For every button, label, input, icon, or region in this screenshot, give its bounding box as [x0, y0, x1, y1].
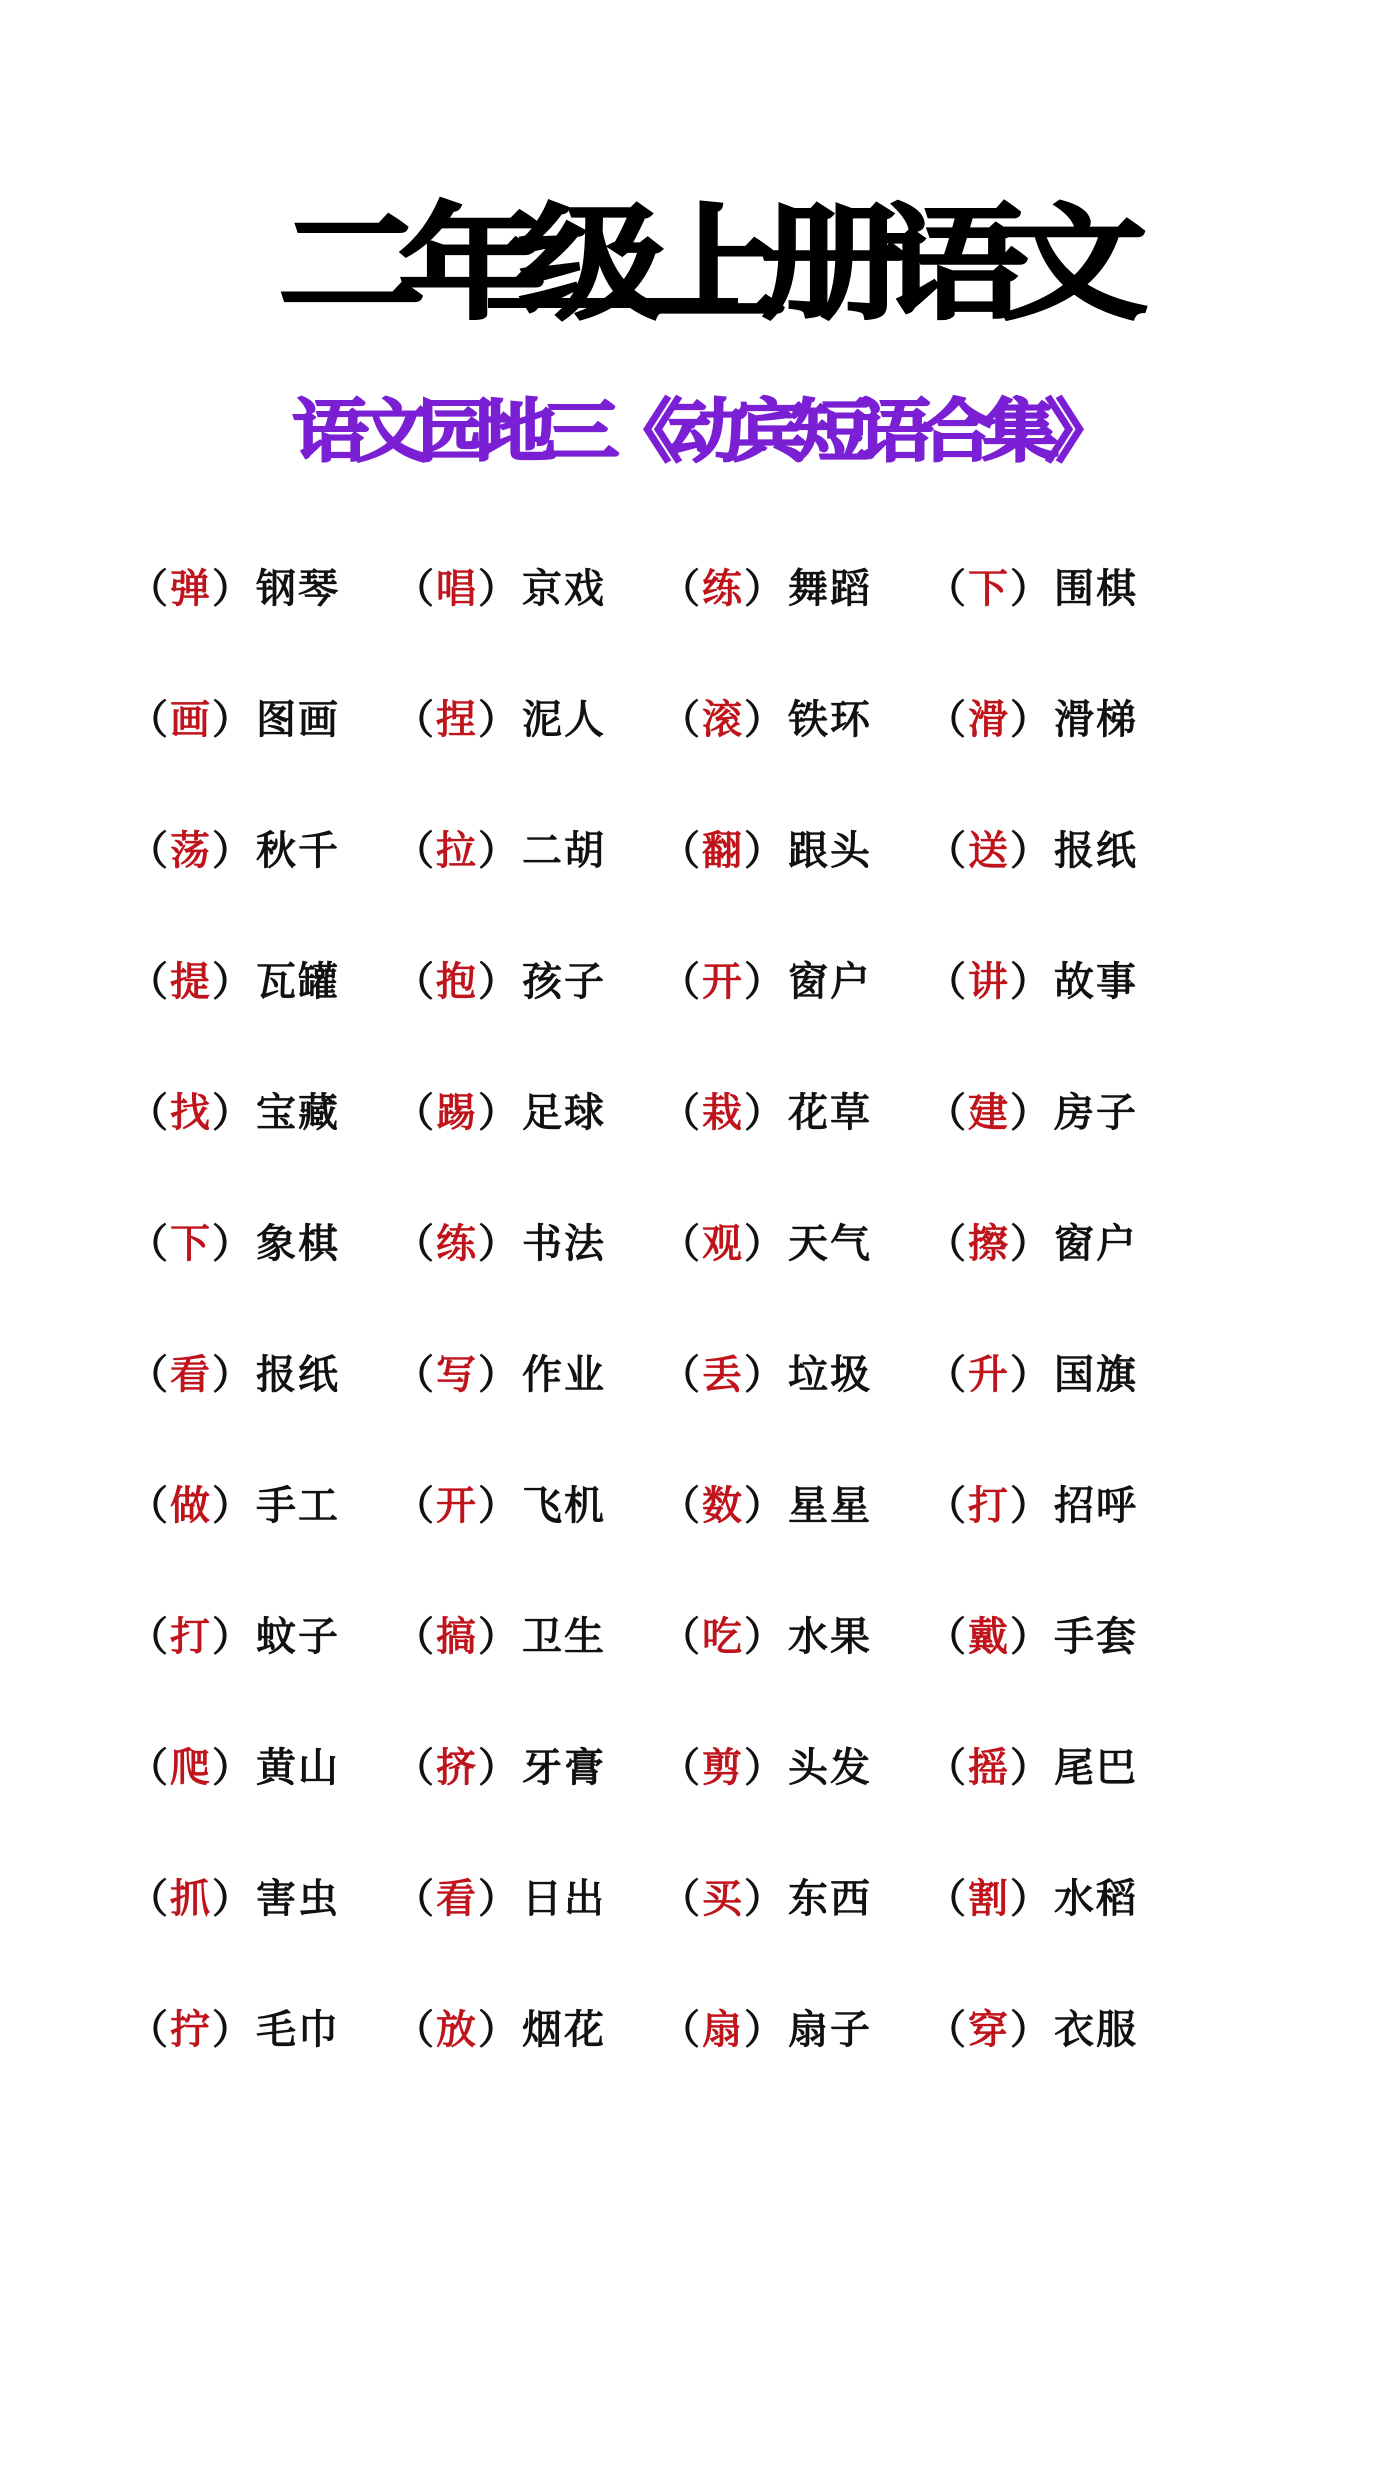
phrase-verb: 数 — [702, 1483, 744, 1529]
phrase-item — [394, 1474, 660, 1531]
phrase-item — [660, 1212, 926, 1269]
phrase-noun: 房子 — [1054, 1090, 1138, 1136]
phrase-verb: 滚 — [702, 697, 744, 743]
open-paren: （ — [660, 959, 702, 1005]
close-paren: ） — [1010, 1090, 1052, 1136]
open-paren: （ — [926, 1876, 968, 1922]
phrase-verb: 练 — [702, 566, 744, 612]
phrase-item — [128, 950, 394, 1007]
phrase-grid — [128, 520, 1228, 2092]
phrase-noun: 钢琴 — [256, 566, 340, 612]
phrase-row — [128, 1830, 1228, 1961]
close-paren: ） — [1010, 1876, 1052, 1922]
close-paren: ） — [478, 1090, 520, 1136]
close-paren: ） — [478, 2007, 520, 2053]
phrase-verb: 弹 — [170, 566, 212, 612]
open-paren: （ — [128, 1614, 170, 1660]
phrase-item — [660, 819, 926, 876]
open-paren: （ — [926, 1221, 968, 1267]
phrase-noun: 窗户 — [1054, 1221, 1138, 1267]
phrase-row — [128, 1961, 1228, 2092]
close-paren: ） — [744, 1352, 786, 1398]
close-paren: ） — [212, 1614, 254, 1660]
open-paren: （ — [394, 566, 436, 612]
phrase-verb: 搞 — [436, 1614, 478, 1660]
phrase-item — [926, 1474, 1192, 1531]
open-paren: （ — [660, 1483, 702, 1529]
phrase-item — [660, 1081, 926, 1138]
phrase-item — [128, 1998, 394, 2055]
phrase-verb: 戴 — [968, 1614, 1010, 1660]
phrase-verb: 打 — [968, 1483, 1010, 1529]
phrase-noun: 天气 — [788, 1221, 872, 1267]
close-paren: ） — [478, 1483, 520, 1529]
phrase-noun: 手套 — [1054, 1614, 1138, 1660]
phrase-noun: 东西 — [788, 1876, 872, 1922]
close-paren: ） — [1010, 2007, 1052, 2053]
close-paren: ） — [212, 697, 254, 743]
phrase-item — [926, 1081, 1192, 1138]
phrase-noun: 瓦罐 — [256, 959, 340, 1005]
open-paren: （ — [394, 1483, 436, 1529]
phrase-verb: 做 — [170, 1483, 212, 1529]
phrase-noun: 蚊子 — [256, 1614, 340, 1660]
phrase-verb: 开 — [436, 1483, 478, 1529]
page-title: 二年级上册语文 — [278, 193, 1122, 337]
phrase-noun: 图画 — [256, 697, 340, 743]
phrase-verb: 看 — [436, 1876, 478, 1922]
phrase-verb: 升 — [968, 1352, 1010, 1398]
open-paren: （ — [660, 2007, 702, 2053]
phrase-item — [660, 1867, 926, 1924]
open-paren: （ — [128, 1876, 170, 1922]
close-paren: ） — [212, 1483, 254, 1529]
phrase-verb: 看 — [170, 1352, 212, 1398]
phrase-verb: 抱 — [436, 959, 478, 1005]
close-paren: ） — [478, 959, 520, 1005]
close-paren: ） — [744, 1614, 786, 1660]
open-paren: （ — [926, 697, 968, 743]
open-paren: （ — [128, 1745, 170, 1791]
phrase-noun: 滑梯 — [1054, 697, 1138, 743]
close-paren: ） — [478, 1352, 520, 1398]
open-paren: （ — [394, 1745, 436, 1791]
phrase-verb: 买 — [702, 1876, 744, 1922]
phrase-verb: 栽 — [702, 1090, 744, 1136]
phrase-noun: 水稻 — [1054, 1876, 1138, 1922]
phrase-noun: 二胡 — [522, 828, 606, 874]
phrase-item — [394, 688, 660, 745]
phrase-verb: 写 — [436, 1352, 478, 1398]
phrase-item — [128, 1343, 394, 1400]
phrase-noun: 足球 — [522, 1090, 606, 1136]
open-paren: （ — [926, 959, 968, 1005]
phrase-noun: 京戏 — [522, 566, 606, 612]
open-paren: （ — [926, 566, 968, 612]
open-paren: （ — [128, 1483, 170, 1529]
phrase-noun: 卫生 — [522, 1614, 606, 1660]
open-paren: （ — [926, 1352, 968, 1398]
open-paren: （ — [128, 959, 170, 1005]
phrase-verb: 画 — [170, 697, 212, 743]
open-paren: （ — [394, 959, 436, 1005]
phrase-noun: 尾巴 — [1054, 1745, 1138, 1791]
open-paren: （ — [394, 697, 436, 743]
open-paren: （ — [394, 1614, 436, 1660]
phrase-verb: 踢 — [436, 1090, 478, 1136]
phrase-item — [128, 1605, 394, 1662]
close-paren: ） — [212, 566, 254, 612]
close-paren: ） — [212, 1876, 254, 1922]
phrase-verb: 开 — [702, 959, 744, 1005]
close-paren: ） — [1010, 1614, 1052, 1660]
phrase-noun: 象棋 — [256, 1221, 340, 1267]
close-paren: ） — [478, 697, 520, 743]
phrase-noun: 星星 — [788, 1483, 872, 1529]
phrase-item — [128, 1081, 394, 1138]
phrase-noun: 秋千 — [256, 828, 340, 874]
phrase-noun: 窗户 — [788, 959, 872, 1005]
phrase-verb: 建 — [968, 1090, 1010, 1136]
phrase-verb: 摇 — [968, 1745, 1010, 1791]
phrase-item — [394, 1343, 660, 1400]
open-paren: （ — [926, 1614, 968, 1660]
close-paren: ） — [744, 1090, 786, 1136]
phrase-item — [926, 688, 1192, 745]
phrase-noun: 衣服 — [1054, 2007, 1138, 2053]
phrase-item — [128, 688, 394, 745]
close-paren: ） — [212, 1352, 254, 1398]
close-paren: ） — [744, 959, 786, 1005]
phrase-noun: 围棋 — [1054, 566, 1138, 612]
close-paren: ） — [744, 2007, 786, 2053]
open-paren: （ — [660, 1876, 702, 1922]
phrase-verb: 找 — [170, 1090, 212, 1136]
phrase-noun: 书法 — [522, 1221, 606, 1267]
open-paren: （ — [926, 2007, 968, 2053]
close-paren: ） — [744, 566, 786, 612]
phrase-row — [128, 1568, 1228, 1699]
phrase-verb: 爬 — [170, 1745, 212, 1791]
phrase-noun: 烟花 — [522, 2007, 606, 2053]
open-paren: （ — [926, 1483, 968, 1529]
phrase-verb: 抓 — [170, 1876, 212, 1922]
phrase-item — [394, 1212, 660, 1269]
phrase-item — [128, 819, 394, 876]
phrase-item — [660, 1474, 926, 1531]
phrase-verb: 割 — [968, 1876, 1010, 1922]
open-paren: （ — [128, 1352, 170, 1398]
open-paren: （ — [128, 2007, 170, 2053]
close-paren: ） — [1010, 1483, 1052, 1529]
phrase-verb: 剪 — [702, 1745, 744, 1791]
phrase-row — [128, 1175, 1228, 1306]
phrase-item — [926, 557, 1192, 614]
close-paren: ） — [1010, 566, 1052, 612]
phrase-item — [660, 688, 926, 745]
phrase-noun: 日出 — [522, 1876, 606, 1922]
open-paren: （ — [394, 828, 436, 874]
phrase-verb: 送 — [968, 828, 1010, 874]
phrase-verb: 练 — [436, 1221, 478, 1267]
phrase-item — [926, 819, 1192, 876]
phrase-noun: 泥人 — [522, 697, 606, 743]
phrase-row — [128, 1044, 1228, 1175]
phrase-item — [926, 1736, 1192, 1793]
phrase-verb: 讲 — [968, 959, 1010, 1005]
phrase-noun: 头发 — [788, 1745, 872, 1791]
phrase-item — [128, 1867, 394, 1924]
open-paren: （ — [394, 2007, 436, 2053]
close-paren: ） — [744, 697, 786, 743]
phrase-item — [394, 1736, 660, 1793]
phrase-item — [660, 557, 926, 614]
open-paren: （ — [926, 828, 968, 874]
open-paren: （ — [128, 566, 170, 612]
phrase-verb: 挤 — [436, 1745, 478, 1791]
phrase-noun: 跟头 — [788, 828, 872, 874]
phrase-noun: 飞机 — [522, 1483, 606, 1529]
phrase-item — [926, 1998, 1192, 2055]
phrase-item — [394, 1081, 660, 1138]
phrase-noun: 报纸 — [1054, 828, 1138, 874]
phrase-noun: 牙膏 — [522, 1745, 606, 1791]
open-paren: （ — [660, 1352, 702, 1398]
phrase-verb: 拉 — [436, 828, 478, 874]
phrase-verb: 提 — [170, 959, 212, 1005]
open-paren: （ — [926, 1090, 968, 1136]
phrase-noun: 宝藏 — [256, 1090, 340, 1136]
close-paren: ） — [212, 1221, 254, 1267]
phrase-verb: 擦 — [968, 1221, 1010, 1267]
phrase-verb: 扇 — [702, 2007, 744, 2053]
close-paren: ） — [212, 1745, 254, 1791]
phrase-noun: 花草 — [788, 1090, 872, 1136]
close-paren: ） — [1010, 828, 1052, 874]
phrase-item — [128, 557, 394, 614]
phrase-row — [128, 1699, 1228, 1830]
phrase-item — [926, 1343, 1192, 1400]
phrase-row — [128, 782, 1228, 913]
close-paren: ） — [1010, 959, 1052, 1005]
phrase-noun: 毛巾 — [256, 2007, 340, 2053]
phrase-noun: 害虫 — [256, 1876, 340, 1922]
phrase-verb: 吃 — [702, 1614, 744, 1660]
open-paren: （ — [128, 1221, 170, 1267]
phrase-verb: 唱 — [436, 566, 478, 612]
close-paren: ） — [478, 1876, 520, 1922]
phrase-item — [128, 1736, 394, 1793]
open-paren: （ — [394, 1876, 436, 1922]
phrase-item — [926, 1605, 1192, 1662]
close-paren: ） — [478, 1614, 520, 1660]
open-paren: （ — [926, 1745, 968, 1791]
phrase-verb: 丢 — [702, 1352, 744, 1398]
page-subtitle: 语文园地三《动宾短语合集》 — [292, 393, 1108, 472]
phrase-noun: 报纸 — [256, 1352, 340, 1398]
close-paren: ） — [1010, 697, 1052, 743]
close-paren: ） — [478, 566, 520, 612]
phrase-row — [128, 651, 1228, 782]
phrase-verb: 穿 — [968, 2007, 1010, 2053]
phrase-item — [394, 950, 660, 1007]
close-paren: ） — [212, 959, 254, 1005]
open-paren: （ — [660, 1221, 702, 1267]
phrase-noun: 扇子 — [788, 2007, 872, 2053]
open-paren: （ — [394, 1221, 436, 1267]
phrase-verb: 捏 — [436, 697, 478, 743]
phrase-item — [128, 1212, 394, 1269]
phrase-verb: 拧 — [170, 2007, 212, 2053]
phrase-noun: 舞蹈 — [788, 566, 872, 612]
close-paren: ） — [212, 1090, 254, 1136]
phrase-noun: 作业 — [522, 1352, 606, 1398]
phrase-item — [660, 1605, 926, 1662]
close-paren: ） — [1010, 1745, 1052, 1791]
phrase-noun: 铁环 — [788, 697, 872, 743]
phrase-noun: 手工 — [256, 1483, 340, 1529]
open-paren: （ — [128, 1090, 170, 1136]
phrase-noun: 垃圾 — [788, 1352, 872, 1398]
phrase-noun: 招呼 — [1054, 1483, 1138, 1529]
phrase-item — [660, 1343, 926, 1400]
phrase-item — [660, 950, 926, 1007]
close-paren: ） — [744, 1221, 786, 1267]
phrase-row — [128, 1437, 1228, 1568]
phrase-item — [660, 1736, 926, 1793]
open-paren: （ — [660, 828, 702, 874]
close-paren: ） — [478, 1221, 520, 1267]
open-paren: （ — [660, 1614, 702, 1660]
close-paren: ） — [744, 828, 786, 874]
open-paren: （ — [660, 1745, 702, 1791]
open-paren: （ — [660, 566, 702, 612]
close-paren: ） — [744, 1483, 786, 1529]
close-paren: ） — [744, 1876, 786, 1922]
phrase-row — [128, 1306, 1228, 1437]
open-paren: （ — [128, 697, 170, 743]
close-paren: ） — [478, 828, 520, 874]
phrase-verb: 下 — [968, 566, 1010, 612]
close-paren: ） — [212, 2007, 254, 2053]
open-paren: （ — [394, 1352, 436, 1398]
phrase-item — [394, 1867, 660, 1924]
phrase-verb: 翻 — [702, 828, 744, 874]
phrase-verb: 放 — [436, 2007, 478, 2053]
close-paren: ） — [1010, 1221, 1052, 1267]
close-paren: ） — [478, 1745, 520, 1791]
phrase-noun: 故事 — [1054, 959, 1138, 1005]
open-paren: （ — [394, 1090, 436, 1136]
close-paren: ） — [1010, 1352, 1052, 1398]
phrase-item — [926, 950, 1192, 1007]
phrase-item — [128, 1474, 394, 1531]
phrase-item — [394, 557, 660, 614]
phrase-row — [128, 913, 1228, 1044]
phrase-item — [660, 1998, 926, 2055]
phrase-item — [394, 819, 660, 876]
phrase-item — [926, 1212, 1192, 1269]
phrase-verb: 滑 — [968, 697, 1010, 743]
phrase-noun: 水果 — [788, 1614, 872, 1660]
phrase-item — [926, 1867, 1192, 1924]
phrase-noun: 黄山 — [256, 1745, 340, 1791]
open-paren: （ — [660, 1090, 702, 1136]
close-paren: ） — [744, 1745, 786, 1791]
phrase-verb: 观 — [702, 1221, 744, 1267]
phrase-row — [128, 520, 1228, 651]
phrase-noun: 孩子 — [522, 959, 606, 1005]
open-paren: （ — [128, 828, 170, 874]
open-paren: （ — [660, 697, 702, 743]
phrase-item — [394, 1998, 660, 2055]
phrase-verb: 荡 — [170, 828, 212, 874]
phrase-noun: 国旗 — [1054, 1352, 1138, 1398]
close-paren: ） — [212, 828, 254, 874]
phrase-verb: 打 — [170, 1614, 212, 1660]
phrase-verb: 下 — [170, 1221, 212, 1267]
phrase-item — [394, 1605, 660, 1662]
